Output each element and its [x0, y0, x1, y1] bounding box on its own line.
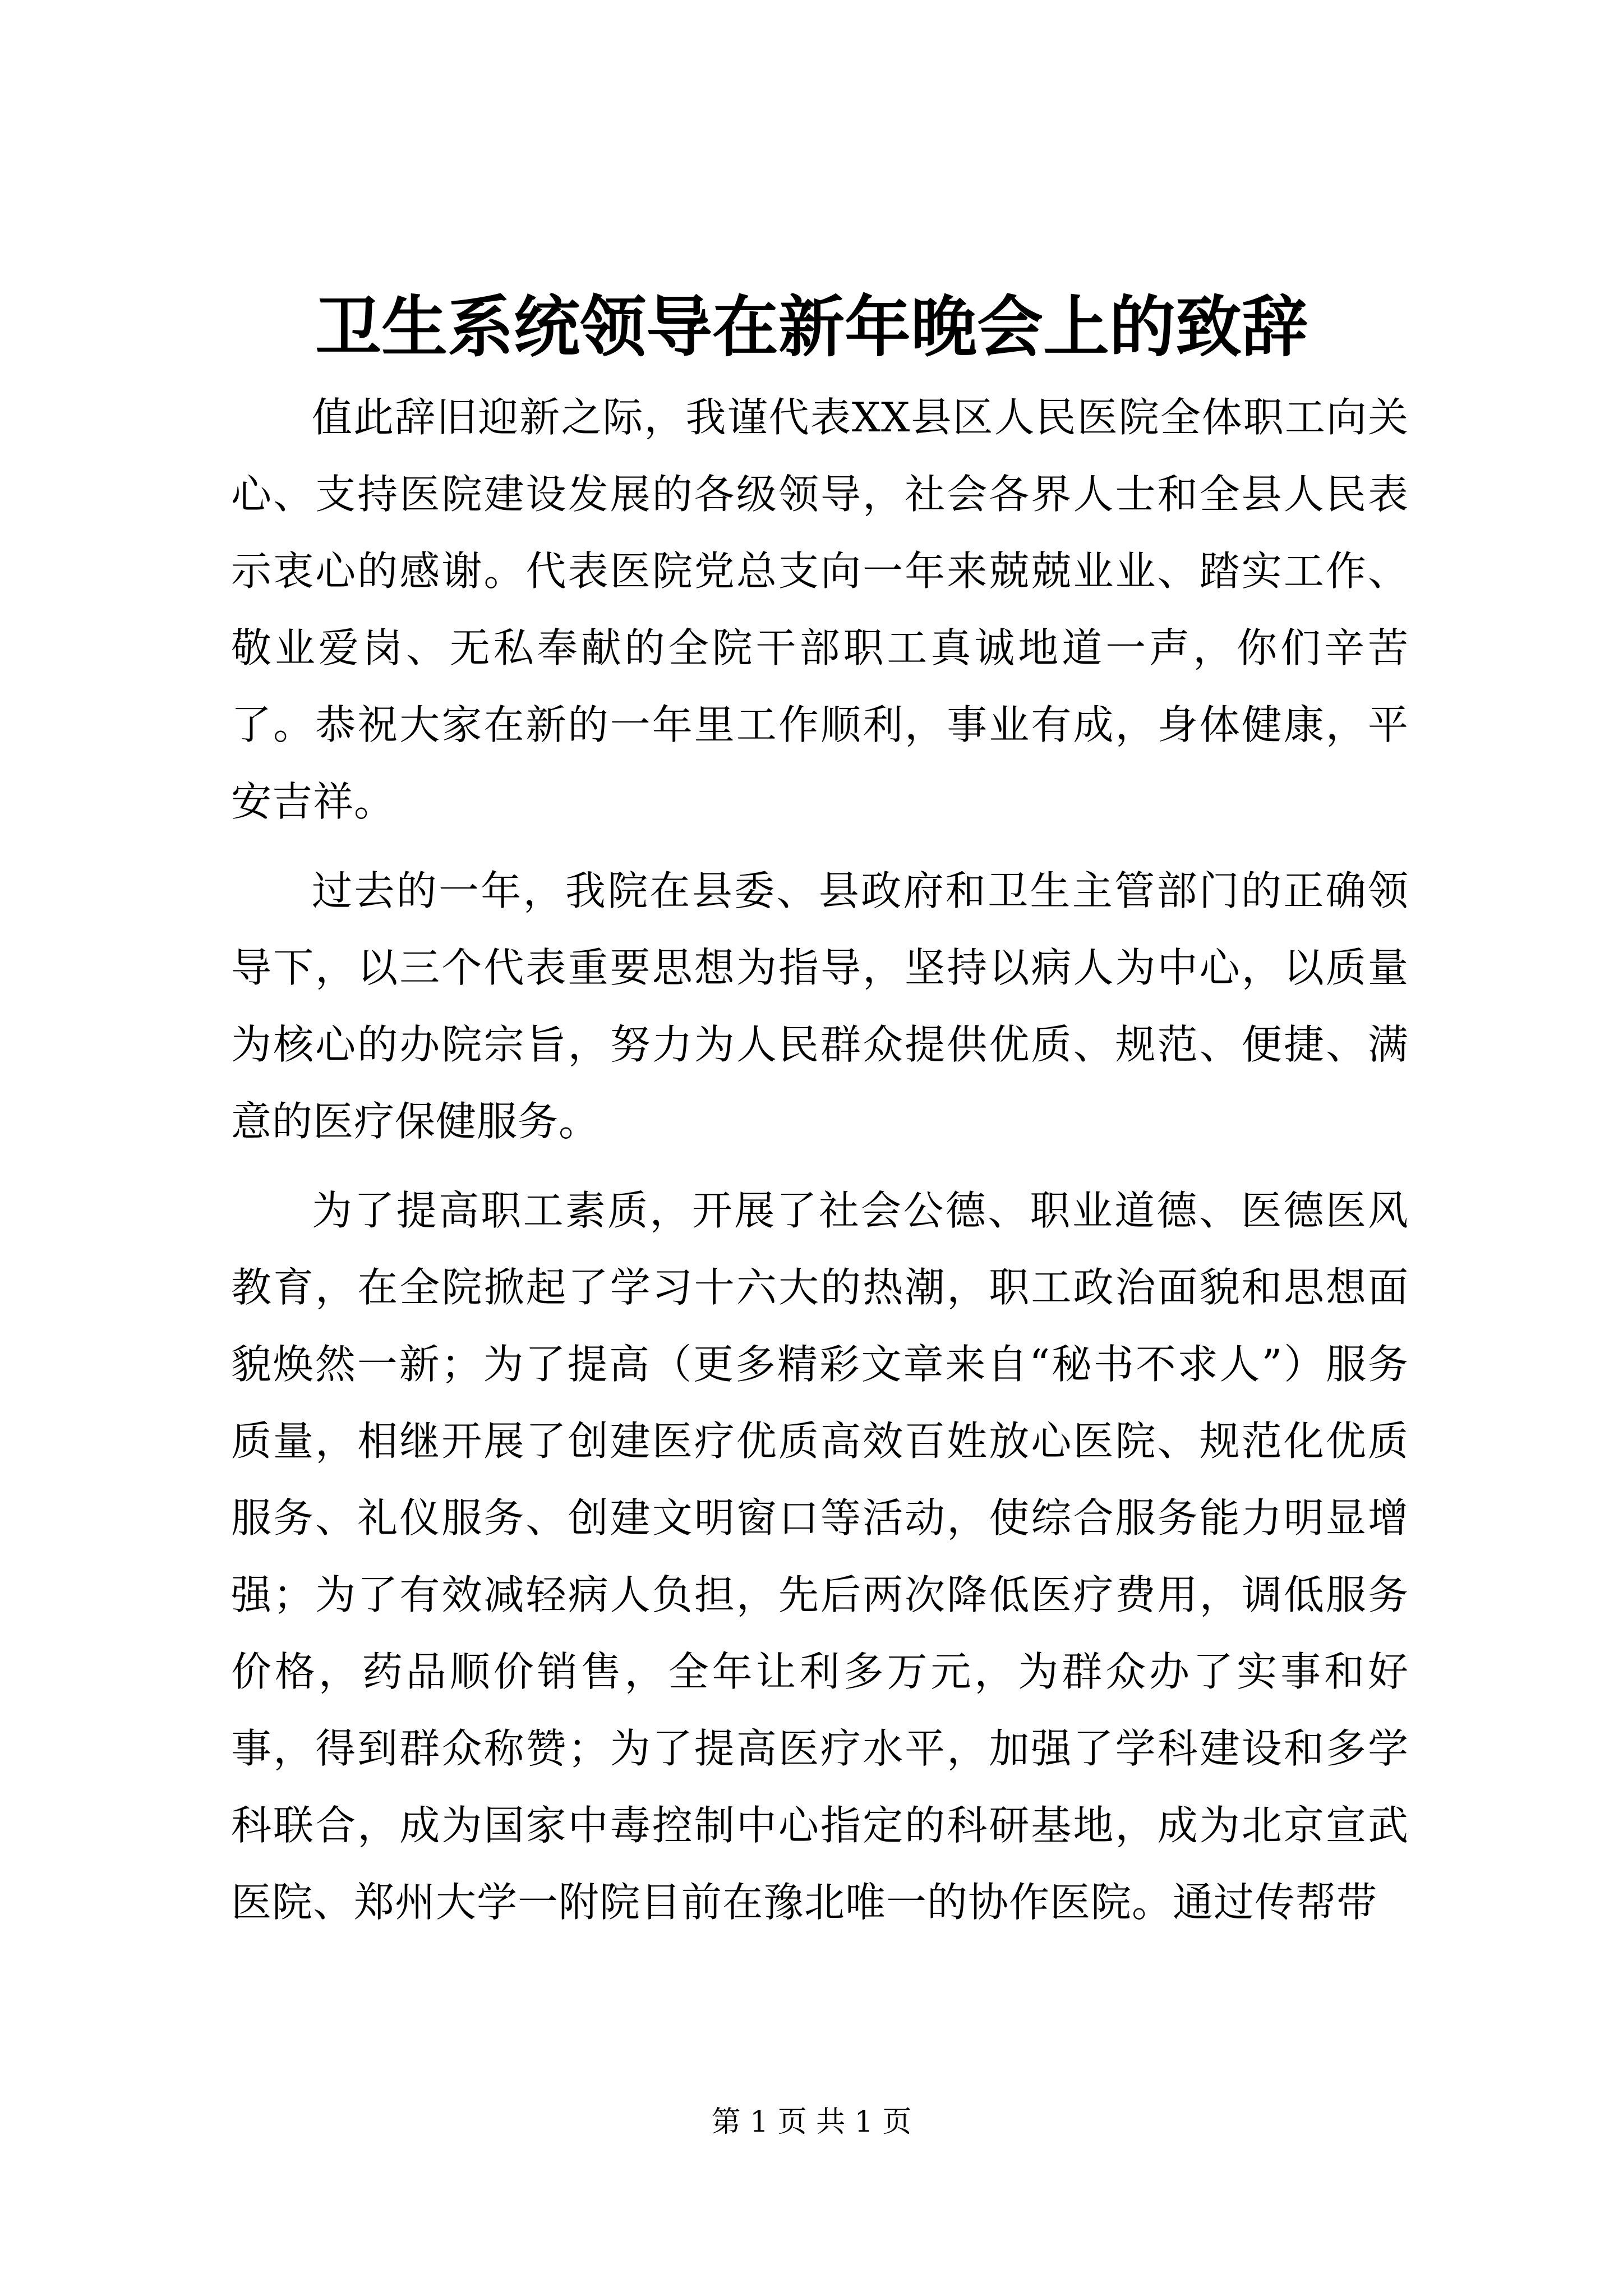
document-body: [231, 379, 1409, 1941]
paragraph-3: 为了提高职工素质，开展了社会公德、职业道德、医德医风教育，在全院掀起了学习十六大的热潮，职工政治面貌和思想面貌焕然一新；为了提高（更多精彩文章来自“秘书不求人”）服务质量，相继开展了创建医疗优质高效百姓放心医院、规范化优质服务、礼仪服务、创建文明窗口等活动，使综合服务能力明显增强；为了有效减轻病人负担，先后两次降低医疗费用，调低服务价格，药品顺价销售，全年让利多万元，为群众办了实事和好事，得到群众称赞；为了提高医疗水平，加强了学科建设和多学科联合，成为国家中毒控制中心指定的科研基地，成为北京宣武医院、郑州大学一附院目前在豫北唯一的协作医院。通过传帮带: [231, 1187, 1409, 1926]
paragraph-2: 过去的一年，我院在县委、县政府和卫生主管部门的正确领导下，以三个代表重要思想为指导，坚持以病人为中心，以质量为核心的办院宗旨，努力为人民群众提供优质、规范、便捷、满意的医疗保健服务。: [231, 867, 1409, 1145]
paragraph-1: 值此辞旧迎新之际，我谨代表XX县区人民医院全体职工向关心、支持医院建设发展的各级领导，社会各界人士和全县人民表示衷心的感谢。代表医院党总支向一年来兢兢业业、踏实工作、敬业爱岗、无私奉献的全院干部职工真诚地道一声，你们辛苦了。恭祝大家在新的一年里工作顺利，事业有成，身体健康，平安吉祥。: [231, 394, 1409, 825]
document-title: 卫生系统领导在新年晚会上的致辞: [315, 288, 1308, 366]
page-footer: 第 1 页 共 1 页: [711, 2105, 912, 2139]
